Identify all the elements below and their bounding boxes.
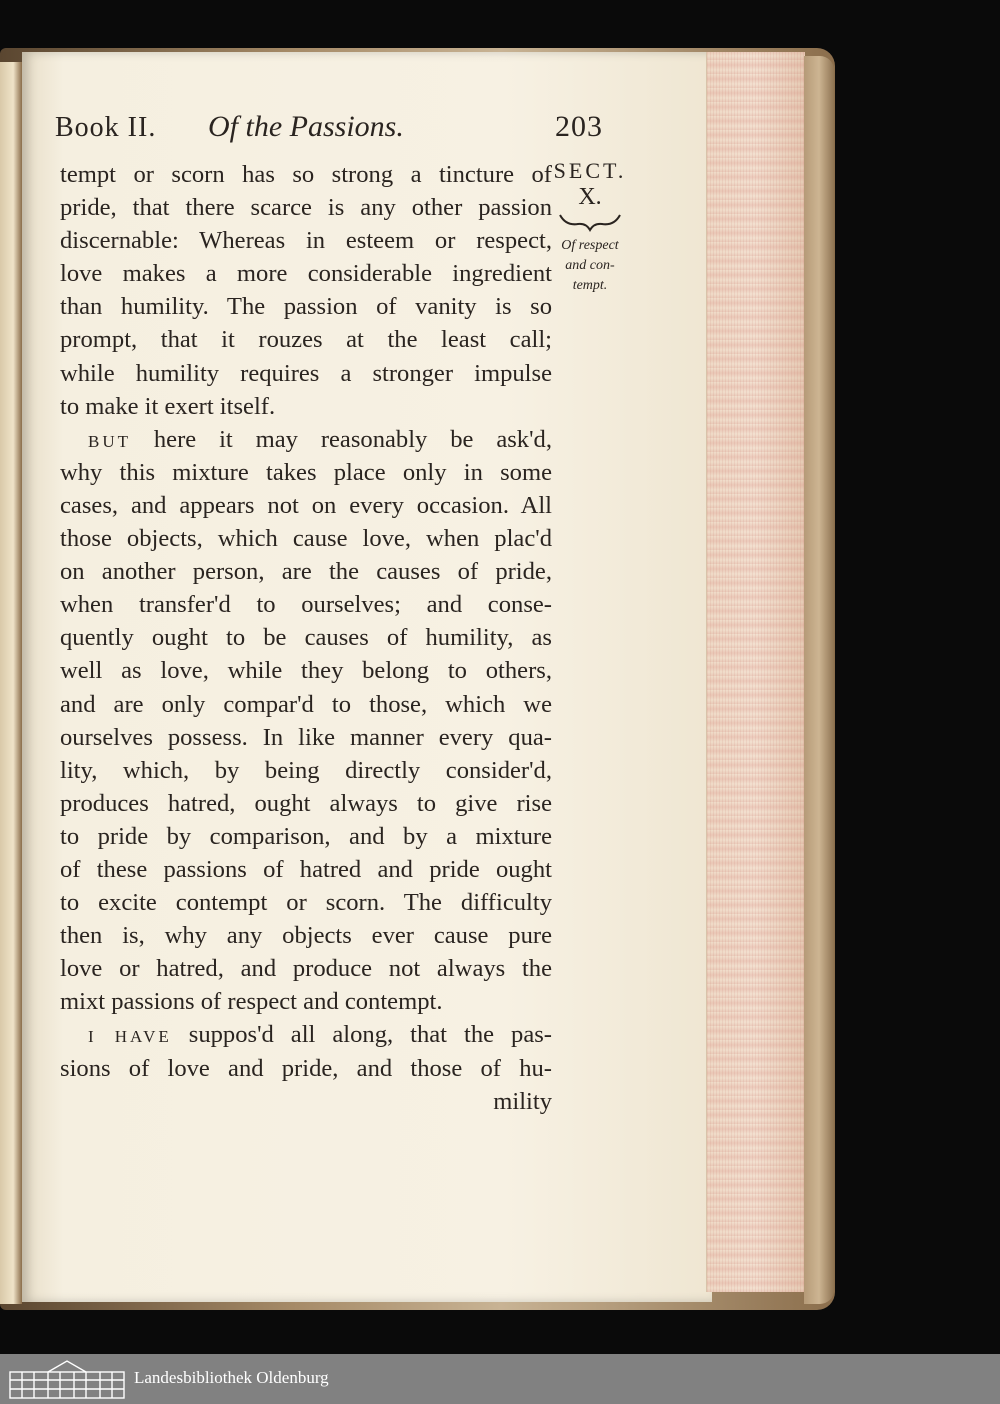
catchword: mility	[493, 1087, 552, 1115]
library-building-icon	[8, 1358, 126, 1400]
text-line: tempt or scorn has so strong a tincture of	[60, 161, 552, 188]
text-line: to excite contempt or scorn. The difficulty	[60, 889, 552, 917]
text-line: than humility. The passion of vanity is so	[60, 293, 552, 321]
text-line: sions of love and pride, and those of hu-	[60, 1054, 552, 1082]
text-line: produces hatred, ought always to give rise	[60, 789, 552, 817]
text-line: those objects, which cause love, when plac'd	[60, 525, 552, 553]
text-line: cases, and appears not on every occasion. All	[60, 491, 552, 519]
text-line	[60, 423, 552, 456]
text-line: love makes a more considerable ingredient	[60, 260, 552, 288]
library-name: Landesbibliothek Oldenburg	[134, 1368, 329, 1387]
running-header	[55, 112, 625, 152]
brace-icon	[558, 212, 622, 232]
text-line: ourselves possess. In like manner every qua-	[60, 723, 552, 751]
text-line: then is, why any objects ever cause pure	[60, 922, 552, 950]
text-line	[60, 1018, 552, 1051]
text-line: and are only compar'd to those, which we	[60, 690, 552, 718]
text-line: why this mixture takes place only in some	[60, 458, 552, 486]
text-line: lity, which, by being directly consider'd,	[60, 756, 552, 784]
section-label: SECT.	[553, 158, 627, 183]
text-line: of these passions of hatred and pride ought	[60, 855, 552, 883]
page-fore-edge	[706, 52, 805, 1292]
header-title: Of the Passions.	[208, 110, 404, 143]
text-line: to pride by comparison, and by a mixture	[60, 822, 552, 850]
paragraph-lead: BUT	[88, 431, 131, 451]
footer-bar	[0, 1354, 1000, 1404]
left-page-edge	[0, 62, 22, 1304]
margin-note-line: tempt.	[572, 278, 608, 293]
text-line: when transfer'd to ourselves; and conse-	[60, 591, 552, 619]
paragraph-lead: I HAVE	[88, 1027, 172, 1047]
page-number: 203	[555, 110, 603, 143]
text-line: quently ought to be causes of humility, as	[60, 624, 552, 652]
text-line: love or hatred, and produce not always the	[60, 955, 552, 983]
text-line: discernable: Whereas in esteem or respect,	[60, 227, 552, 255]
text-line: to make it exert itself.	[60, 392, 276, 420]
text-line-rest: suppos'd all along, that the pas-	[188, 1021, 552, 1049]
margin-note-line: and con-	[565, 258, 615, 273]
section-number: X.	[578, 184, 602, 210]
text-line: mixt passions of respect and contempt.	[60, 988, 443, 1016]
margin-note-line: Of respect	[561, 238, 619, 253]
text-line: while humility requires a stronger impulse	[60, 359, 552, 387]
text-line: on another person, are the causes of pride,	[60, 558, 552, 586]
text-line: prompt, that it rouzes at the least call;	[60, 326, 552, 354]
header-book: Book II.	[55, 112, 157, 143]
cover-edge	[804, 56, 834, 1304]
text-line: well as love, while they belong to others,	[60, 657, 552, 685]
text-line: pride, that there scarce is any other passion	[60, 194, 552, 222]
body-text	[60, 158, 552, 1118]
text-line-rest: here it may reasonably be ask'd,	[153, 425, 552, 453]
